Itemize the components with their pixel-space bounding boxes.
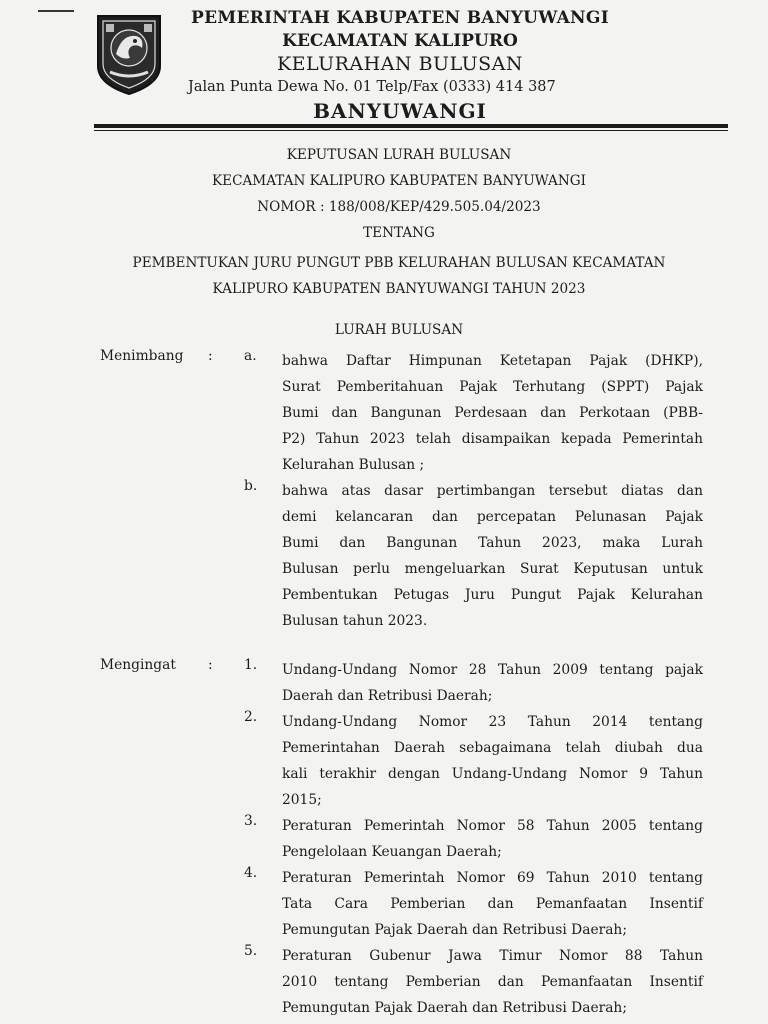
decree-about: TENTANG — [363, 225, 435, 241]
text-line: Pemungutan Pajak Daerah dan Retribusi Daerah; — [282, 922, 627, 938]
text-line: Bulusan tahun 2023. — [282, 613, 428, 629]
item-mark: 4. — [244, 865, 258, 881]
mengingat-label: Mengingat — [100, 657, 176, 673]
text-line: Undang-Undang Nomor 23 Tahun 2014 tentang — [282, 714, 703, 730]
mengingat-colon: : — [208, 657, 213, 673]
decree-title: KEPUTUSAN LURAH BULUSAN — [286, 147, 512, 163]
item-text — [282, 709, 703, 813]
text-line: kali terakhir dengan Undang-Undang Nomor 9 Tahun — [282, 766, 703, 782]
item-mark: 5. — [244, 943, 258, 959]
item-mark: a. — [244, 348, 257, 364]
decree-title-block — [94, 142, 704, 302]
text-line: Kelurahan Bulusan ; — [282, 457, 425, 473]
text-line: Pemungutan Pajak Daerah dan Retribusi Daerah; — [282, 1000, 627, 1016]
banyuwangi-regency-emblem-icon — [92, 10, 166, 96]
text-line: Peraturan Gubenur Jawa Timur Nomor 88 Tahun — [282, 948, 703, 964]
mengingat-section — [100, 657, 710, 1022]
item-text — [282, 478, 703, 634]
item-text — [282, 865, 703, 943]
item-text — [282, 943, 703, 1021]
text-line: Pemerintahan Daerah sebagaimana telah diubah dua — [282, 740, 703, 756]
text-line: 2010 tentang Pemberian dan Pemanfaatan Insentif — [282, 974, 703, 990]
letterhead-address: Jalan Punta Dewa No. 01 Telp/Fax (0333) 414 387 — [188, 79, 556, 95]
text-line: Daerah dan Retribusi Daerah; — [282, 688, 493, 704]
text-line: P2) Tahun 2023 telah disampaikan kepada Pemerintah — [282, 431, 703, 447]
text-line: demi kelancaran dan percepatan Pelunasan Pajak — [282, 509, 703, 525]
corner-mark — [38, 10, 74, 12]
text-line: Peraturan Pemerintah Nomor 69 Tahun 2010 tentang — [282, 870, 703, 886]
menimbang-section — [100, 348, 710, 638]
text-line: 2015; — [282, 792, 322, 808]
text-line: Bulusan perlu mengeluarkan Surat Keputusan untuk — [282, 561, 703, 577]
text-line: Pembentukan Petugas Juru Pungut Pajak Kelurahan — [282, 587, 703, 603]
letterhead — [180, 8, 620, 121]
letterhead-government: PEMERINTAH KABUPATEN BANYUWANGI — [191, 8, 609, 28]
text-line: Peraturan Pemerintah Nomor 58 Tahun 2005 tentang — [282, 818, 703, 834]
letterhead-rule-thin — [94, 130, 728, 131]
item-mark: 3. — [244, 813, 258, 829]
text-line: Bumi dan Bangunan Tahun 2023, maka Lurah — [282, 535, 703, 551]
decree-number: NOMOR : 188/008/KEP/429.505.04/2023 — [257, 199, 541, 215]
letterhead-district: KECAMATAN KALIPURO — [282, 31, 518, 51]
item-mark: 2. — [244, 709, 258, 725]
text-line: bahwa atas dasar pertimbangan tersebut diatas dan — [282, 483, 703, 499]
item-text — [282, 657, 703, 709]
letterhead-city: BANYUWANGI — [313, 98, 487, 123]
item-text — [282, 348, 703, 478]
text-line: Undang-Undang Nomor 28 Tahun 2009 tentang pajak — [282, 662, 703, 678]
menimbang-colon: : — [208, 348, 213, 364]
letterhead-rule-thick — [94, 124, 728, 128]
item-text — [282, 813, 703, 865]
text-line: Tata Cara Pemberian dan Pemanfaatan Insentif — [282, 896, 703, 912]
decree-subtitle: KECAMATAN KALIPURO KABUPATEN BANYUWANGI — [212, 173, 586, 189]
text-line: Pengelolaan Keuangan Daerah; — [282, 844, 502, 860]
decree-subject-line-1: PEMBENTUKAN JURU PUNGUT PBB KELURAHAN BULUSAN KECAMATAN — [132, 255, 666, 271]
decree-subject-line-2: KALIPURO KABUPATEN BANYUWANGI TAHUN 2023 — [212, 281, 586, 297]
menimbang-label: Menimbang — [100, 348, 184, 364]
item-mark: 1. — [244, 657, 258, 673]
item-mark: b. — [244, 478, 258, 494]
letterhead-village: KELURAHAN BULUSAN — [276, 53, 524, 75]
text-line: bahwa Daftar Himpunan Ketetapan Pajak (DHKP), — [282, 353, 703, 369]
text-line: Bumi dan Bangunan Perdesaan dan Perkotaan (PBB- — [282, 405, 703, 421]
issuing-official: LURAH BULUSAN — [334, 322, 464, 338]
text-line: Surat Pemberitahuan Pajak Terhutang (SPPT) Pajak — [282, 379, 703, 395]
